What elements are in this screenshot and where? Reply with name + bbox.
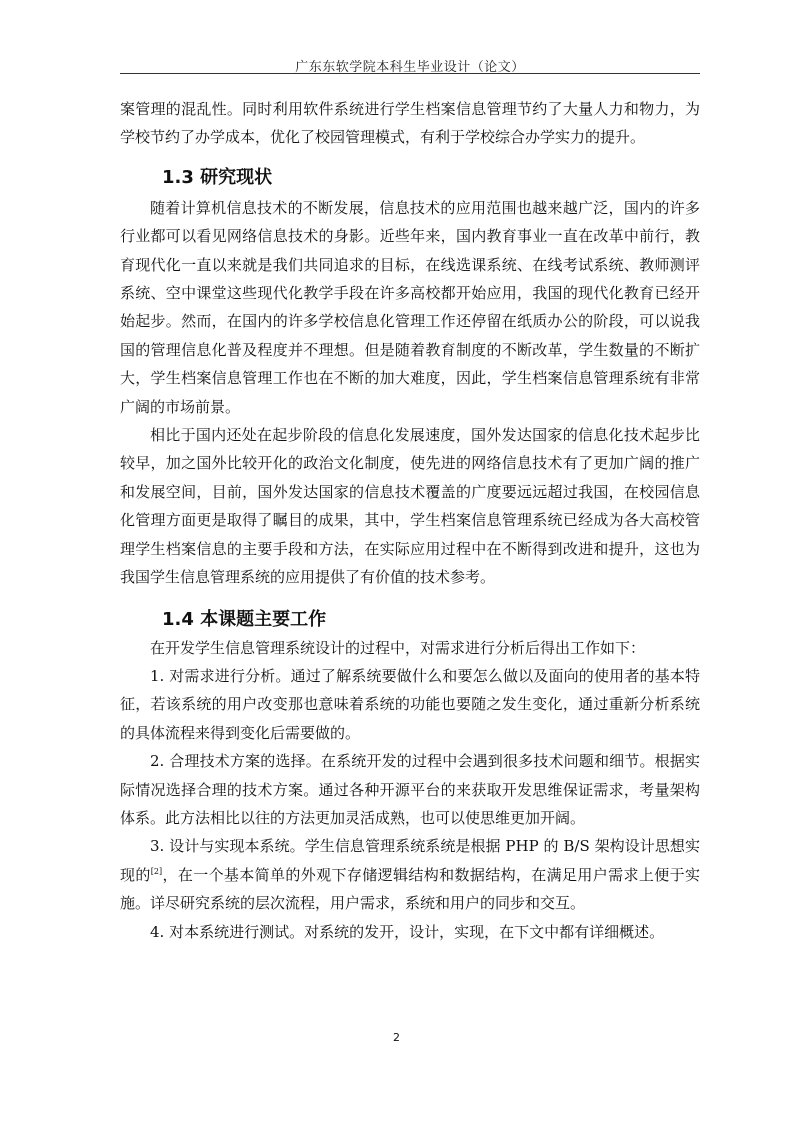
work-item-3 [120,832,700,917]
intro-paragraph: 案管理的混乱性。同时利用软件系统进行学生档案信息管理节约了大量人力和物力，为学校节约了办学成本，优化了校园管理模式，有利于学校综合办学实力的提升。 [120,100,700,147]
work-item-4: 4. 对本系统进行测试。对系统的发开，设计，实现，在下文中都有详细概述。 [150,922,665,941]
paragraph-domestic-status: 随着计算机信息技术的不断发展，信息技术的应用范围也越来越广泛，国内的许多行业都可以看见网络信息技术的身影。近些年来，国内教育事业一直在改革中前行，教育现代化一直以来就是我们共同追求的目标，在线选课系统、在线考试系统、教师测评系统、空中课堂这些现代化教学手段在许多高校都开始应用，我国的现代化教育已经开始起步。然而，在国内的许多学校信息化管理工作还停留在纸质办公的阶段，可以说我国的管理信息化普及程度并不理想。但是随着教育制度的不断改革，学生数量的不断扩大，学生档案信息管理工作也在不断的加大难度，因此，学生档案信息管理系统有非常广阔的市场前景。 [120,198,700,416]
citation-mark: [2] [150,866,163,876]
section-heading-1-4: 1.4 本课题主要工作 [162,608,327,630]
page-number: 2 [393,1031,400,1044]
page-body [120,95,700,946]
running-header: 广东东软学院本科生毕业设计（论文） [295,60,525,75]
paragraph-foreign-status: 相比于国内还处在起步阶段的信息化发展速度，国外发达国家的信息化技术起步比较早，加之国外比较开化的政治文化制度，使先进的网络信息技术有了更加广阔的推广和发展空间，目前，国外发达国家的信息技术覆盖的广度要远远超过我国，在校园信息化管理方面更是取得了瞩目的成果，其中，学生档案信息管理系统已经成为各大高校管理学生档案信息的主要手段和方法，在实际应用过程中在不断得到改进和提升，这也为我国学生信息管理系统的应用提供了有价值的技术参考。 [120,426,700,587]
header-rule [120,73,700,74]
section-heading-1-3: 1.3 研究现状 [162,166,273,188]
work-item-2: 2. 合理技术方案的选择。在系统开发的过程中会遇到很多技术问题和细节。根据实际情况选择合理的技术方案。通过各种开源平台的来获取开发思维保证需求，考量架构体系。此方法相比以往的方法更加灵活成熟，也可以使思维更加开阔。 [120,752,700,827]
work-item-3-text: 3. 设计与实现本系统。学生信息管理系统系统是根据 PHP 的 B/S 架构设计思想实现的 [120,837,700,884]
work-item-3-text-continued: ，在一个基本简单的外观下存储逻辑结构和数据结构，在满足用户需求上便于实施。详尽研究系统的层次流程，用户需求，系统和用户的同步和交互。 [120,865,700,913]
work-item-1: 1. 对需求进行分析。通过了解系统要做什么和要怎么做以及面向的使用者的基本特征，若该系统的用户改变那也意味着系统的功能也要随之发生变化，通过重新分析系统的具体流程来得到变化后需要做的。 [120,666,700,742]
paragraph-work-lead: 在开发学生信息管理系统设计的过程中，对需求进行分析后得出工作如下： [150,638,646,657]
